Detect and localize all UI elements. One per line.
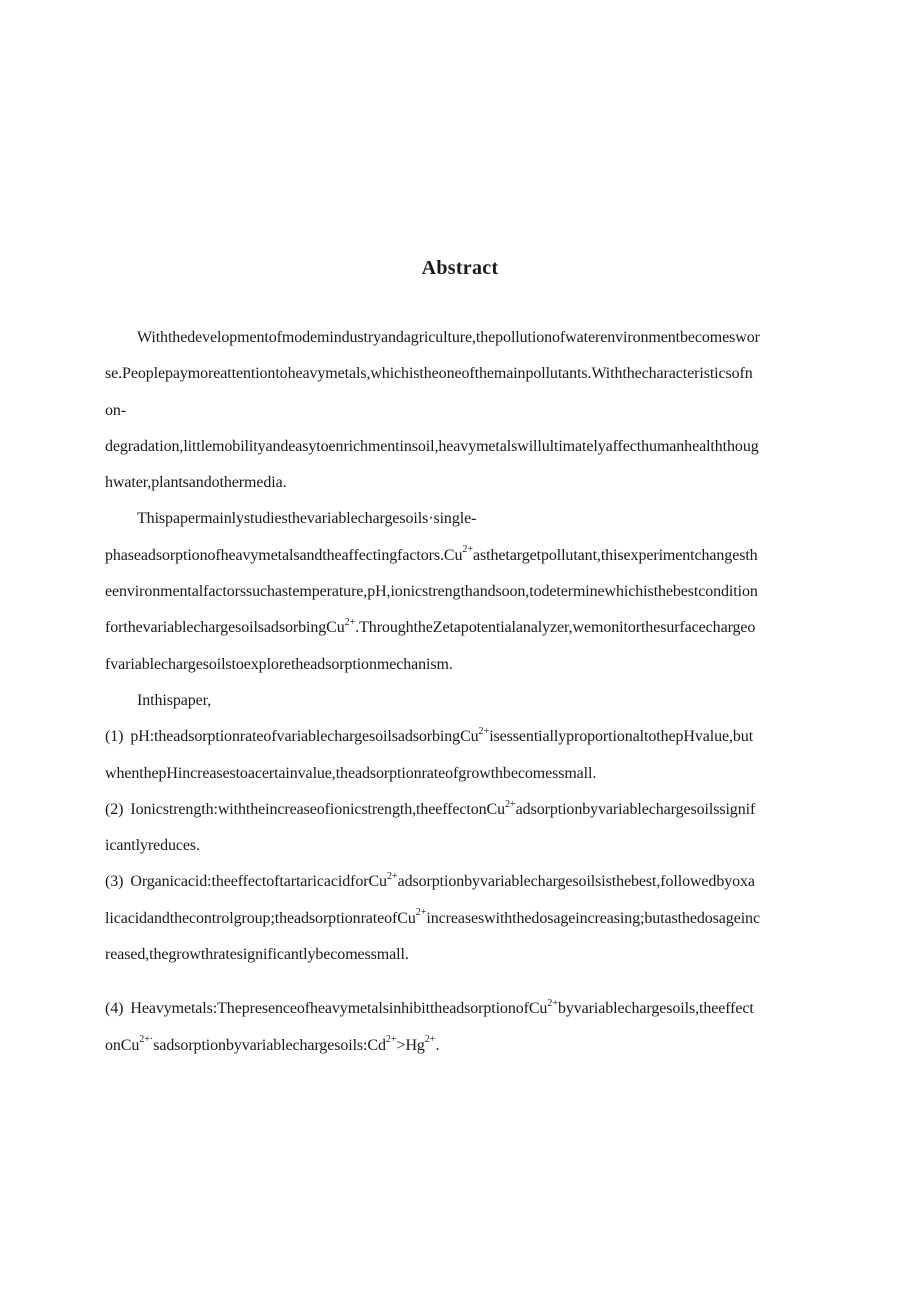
text-segment: hwater,plantsandothermedia. [105, 474, 287, 492]
text-segment: reased,thegrowthratesignificantlybecomessmall. [105, 946, 409, 964]
text-line [105, 937, 819, 973]
text-segment: asthetargetpollutant,thisexperimentchangesth [473, 546, 758, 564]
text-line [105, 683, 819, 719]
superscript: 2+ [415, 907, 427, 919]
text-segment: on- [105, 401, 127, 419]
text-segment: fvariablechargesoilstoexploretheadsorptionmechanism. [105, 655, 453, 673]
text-segment: isessentiallyproportionaltothepHvalue,but [489, 728, 754, 746]
text-segment: . [435, 1036, 440, 1054]
superscript: 2+ [547, 998, 558, 1010]
text-line [105, 320, 819, 356]
text-line [105, 792, 819, 828]
text-segment: whenthepHincreasestoacertainvalue,theadsorptionrateofgrowthbecomessmall. [105, 764, 597, 782]
superscript: 2+ [424, 1034, 436, 1046]
superscript: 2+ [478, 725, 490, 737]
text-line [105, 538, 819, 574]
list-marker: (4) [105, 1000, 124, 1018]
text-segment: degradation,littlemobilityandeasytoenrichmentinsoil,heavymetalswillultimatelyaffecthumanhealththoug [105, 437, 759, 455]
superscript: 2+ [505, 798, 516, 810]
text-segment: adsorptionbyvariablechargesoilssignif [515, 800, 756, 818]
text-segment: >Hg [396, 1036, 425, 1054]
text-line [105, 991, 819, 1027]
text-line [105, 828, 819, 864]
text-segment: increaseswiththedosageincreasing;butasthedosageinc [426, 909, 760, 927]
text-line [105, 901, 819, 937]
text-line [105, 610, 819, 646]
text-line [105, 719, 819, 755]
text-segment: Withthedevelopmentofmodemindustryandagriculture,thepollutionofwaterenvironmentbecomeswor [137, 329, 760, 346]
superscript: 2+ [344, 617, 356, 629]
text-segment: phaseadsorptionofheavymetalsandtheaffectingfactors.Cu [105, 546, 463, 564]
text-line [105, 647, 819, 683]
text-segment: pH:theadsorptionrateofvariablechargesoilsadsorbingCu [130, 728, 479, 746]
text-line [105, 465, 819, 501]
text-segment: Thispapermainlystudiesthevariablechargesoils·single- [137, 510, 477, 528]
text-segment: sadsorptionbyvariablechargesoils:Cd [153, 1036, 386, 1054]
text-segment: Organicacid:theeffectoftartaricacidforCu [130, 873, 387, 891]
text-segment: licacidandthecontrolgroup;theadsorptionrateofCu [105, 909, 416, 927]
text-line [105, 756, 819, 792]
superscript: 2+ [386, 871, 398, 883]
text-line [105, 393, 819, 429]
text-segment: onCu [105, 1036, 140, 1054]
text-segment: adsorptionbyvariablechargesoilsisthebest,followedbyoxa [397, 873, 755, 891]
list-marker: (1) [105, 728, 124, 746]
text-line [105, 356, 819, 392]
text-segment: byvariablechargesoils,theeffect [557, 1000, 754, 1018]
text-line [105, 1028, 819, 1064]
text-segment: Ionicstrength:withtheincreaseofionicstrength,theeffectonCu [130, 800, 506, 818]
superscript: 2+· [139, 1034, 154, 1046]
superscript: 2+ [462, 544, 474, 556]
text-line [105, 501, 819, 537]
text-line [105, 864, 819, 900]
text-line [105, 429, 819, 465]
list-marker: (2) [105, 800, 124, 818]
list-marker: (3) [105, 873, 124, 891]
text-segment: Inthispaper, [137, 691, 212, 709]
text-segment: forthevariablechargesoilsadsorbingCu [105, 619, 345, 637]
abstract-body [105, 320, 819, 1064]
text-segment: se.Peoplepaymoreattentiontoheavymetals,whichistheoneofthemainpollutants.Withthecharacteristicsofn [105, 365, 753, 383]
text-segment: eenvironmentalfactorssuchastemperature,pH,ionicstrengthandsoon,todeterminewhichisthebestcondition [105, 583, 758, 601]
text-segment: Heavymetals:ThepresenceofheavymetalsinhibittheadsorptionofCu [130, 1000, 548, 1018]
text-line [105, 574, 819, 610]
text-segment: icantlyreduces. [105, 837, 200, 855]
text-segment: .ThroughtheZetapotentialanalyzer,wemonitorthesurfacechargeo [355, 619, 756, 637]
page-title: Abstract [421, 257, 499, 279]
superscript: 2+ [385, 1034, 397, 1046]
